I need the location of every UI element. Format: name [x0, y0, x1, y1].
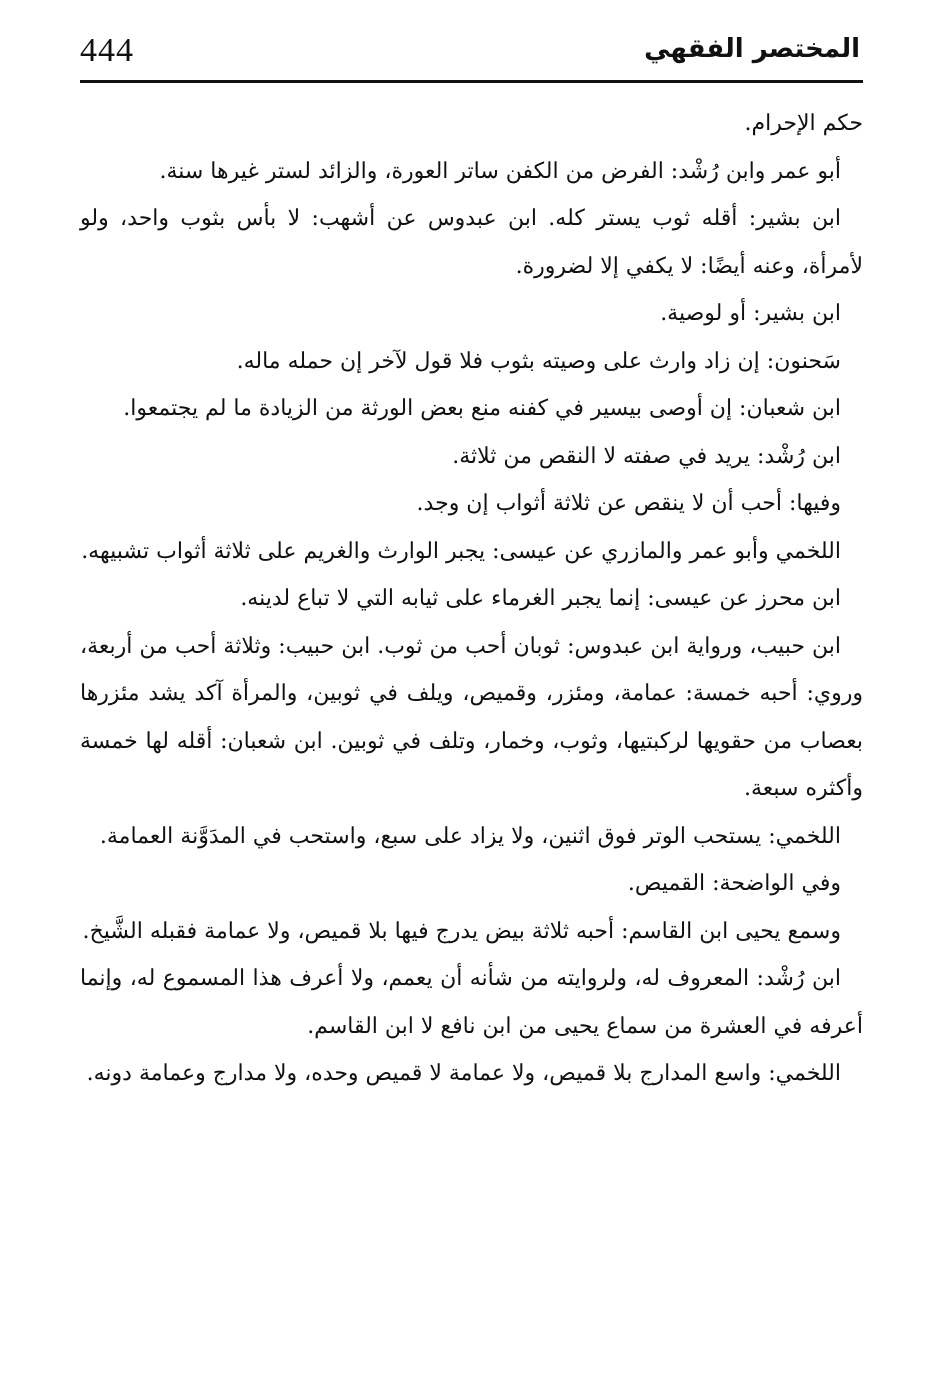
paragraph: ابن بشير: أقله ثوب يستر كله. ابن عبدوس عن أشهب: لا بأس بثوب واحد، ولو لأمرأة، وعنه أيضًا: لا يكفي إلا لضرورة.: [80, 206, 863, 279]
header-rule: [80, 80, 863, 83]
running-title: المختصر الفقهي: [644, 34, 860, 64]
paragraph: ابن رُشْد: المعروف له، ولروايته من شأنه أن يعمم، ولا أعرف هذا المسموع له، وإنما أعرفه في العشرة من سماع يحيى من ابن نافع لا ابن القاسم.: [80, 966, 863, 1039]
paragraph: ابن محرز عن عيسى: إنما يجبر الغرماء على ثيابه التي لا تباع لدينه.: [240, 586, 841, 611]
paragraph: اللخمي وأبو عمر والمازري عن عيسى: يجبر الوارث والغريم على ثلاثة أثواب تشبيهه.: [81, 538, 841, 564]
paragraph: حكم الإحرام.: [744, 111, 863, 136]
paragraph: وفي الواضحة: القميص.: [627, 871, 841, 896]
page-header: [80, 28, 860, 84]
paragraph: سَحنون: إن زاد وارث على وصيته بثوب فلا قول لآخر إن حمله ماله.: [236, 348, 841, 374]
paragraph: ابن حبيب، ورواية ابن عبدوس: ثوبان أحب من ثوب. ابن حبيب: وثلاثة أحب من أربعة، وروي: أحبه خمسة: عمامة، ومئزر، وقميص، ويلف في ثوبين، والمرأة آكد يشد مئزرها بعصاب من حقويها لركبتيها، وثوب، وخمار، وتلف في ثوبين. ابن شعبان: أقله لها خمسة وأكثره سبعة.: [80, 633, 863, 801]
paragraph: ابن بشير: أو لوصية.: [660, 301, 841, 326]
paragraph: ابن رُشْد: يريد في صفته لا النقص من ثلاثة.: [452, 443, 841, 469]
paragraph: أبو عمر وابن رُشْد: الفرض من الكفن ساتر العورة، والزائد لستر غيرها سنة.: [159, 158, 841, 184]
paragraph: اللخمي: واسع المدارج بلا قميص، ولا عمامة لا قميص وحده، ولا مدارج وعمامة دونه.: [86, 1061, 841, 1086]
body-text: [80, 100, 863, 1098]
paragraph: اللخمي: يستحب الوتر فوق اثنين، ولا يزاد على سبع، واستحب في المدَوَّنة العمامة.: [99, 823, 841, 849]
page-number: 444: [80, 32, 134, 69]
paragraph: ابن شعبان: إن أوصى بيسير في كفنه منع بعض الورثة من الزيادة ما لم يجتمعوا.: [123, 396, 841, 421]
paragraph: وفيها: أحب أن لا ينقص عن ثلاثة أثواب إن وجد.: [416, 491, 841, 516]
paragraph: وسمع يحيى ابن القاسم: أحبه ثلاثة بيض يدرج فيها بلا قميص، ولا عمامة فقبله الشَّيخ.: [82, 918, 841, 944]
